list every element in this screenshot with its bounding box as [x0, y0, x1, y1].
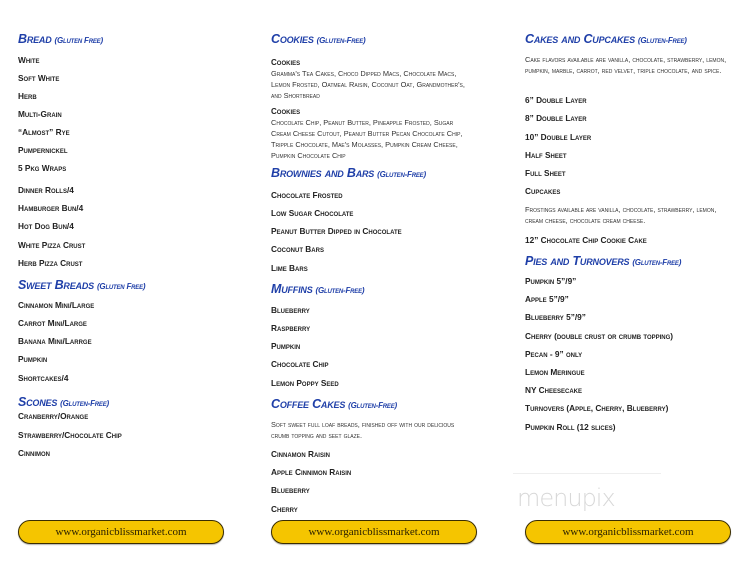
menu-item: Chocolate Chip [271, 359, 329, 369]
menu-item: Cherry [271, 504, 298, 514]
section-title: Brownies and Bars [271, 166, 375, 180]
gluten-free-tag: (Gluten-Free) [377, 170, 426, 179]
description: Frostings available are vanilla, chocolate, strawberry, lemon, cream cheese, chocolate cream cheese. [525, 205, 717, 225]
section-title: Cookies [271, 32, 314, 46]
menu-item: Cinnamon Mini/Large [18, 300, 95, 310]
menu-item: Herb [18, 91, 37, 101]
description: Soft sweet full loaf breads, finished off with our delicious crumb topping and seet glaze. [271, 420, 455, 440]
menu-item: Herb Pizza Crust [18, 258, 83, 268]
menupix-watermark: menupix [517, 484, 615, 512]
section-title: Muffins [271, 282, 313, 296]
description: Gramma's Tea Cakes, Choco Dipped Macs, Chocolate Macs, Lemon Frosted, Oatmeal Raisin, Coconut Oat, Grandmother's, and Shortbread [271, 69, 465, 100]
menu-item: Blueberry 5”/9” [525, 312, 586, 322]
section-heading [18, 395, 109, 409]
section-heading [525, 32, 687, 46]
website-link-left[interactable]: www.organicblissmarket.com [18, 520, 224, 544]
menu-item: Cinnamon Raisin [271, 449, 330, 459]
subheading: Cookies [271, 58, 301, 67]
menu-item: Hamburger Bun/4 [18, 203, 84, 213]
menu-item: Coconut Bars [271, 244, 324, 254]
gluten-free-tag: (Gluten-Free) [632, 258, 682, 267]
gluten-free-tag: (Gluten-Free) [60, 399, 109, 408]
menu-item: Pumpkin [271, 341, 301, 351]
subheading: Cookies [271, 107, 301, 116]
menu-item: Full Sheet [525, 168, 566, 178]
menu-item: Apple 5”/9” [525, 294, 569, 304]
menu-item: Pumpkin Roll (12 slices) [525, 422, 616, 432]
menu-item: Pecan - 9” only [525, 349, 583, 359]
menu-item: Lemon Meringue [525, 367, 585, 377]
menu-item: Multi-Grain [18, 109, 62, 119]
section-title: Sweet Breads [18, 278, 94, 292]
menu-item: 5 Pkg Wraps [18, 163, 67, 173]
menu-item: Soft White [18, 73, 60, 83]
menu-item: Dinner Rolls/4 [18, 185, 74, 195]
menu-item: Strawberry/Chocolate Chip [18, 430, 122, 440]
menu-item: Blueberry [271, 485, 310, 495]
section-heading [18, 278, 145, 292]
gluten-free-tag: (Gluten-Free) [316, 36, 366, 45]
gluten-free-tag: (Gluten Free) [96, 282, 146, 291]
section-heading [271, 282, 364, 296]
menu-item: Low Sugar Chocolate [271, 208, 354, 218]
section-heading [271, 397, 397, 411]
menu-item: Lemon Poppy Seed [271, 378, 339, 388]
section-heading [271, 32, 365, 46]
menu-item: 10” Double Layer [525, 132, 592, 142]
menu-item: White [18, 55, 40, 65]
website-link-right[interactable]: www.organicblissmarket.com [525, 520, 731, 544]
section-title: Coffee Cakes [271, 397, 346, 411]
menu-item: Chocolate Frosted [271, 190, 343, 200]
menu-item: NY Cheesecake [525, 385, 583, 395]
menu-item: Pumpkin 5”/9” [525, 276, 577, 286]
section-title: Cakes and Cupcakes [525, 32, 635, 46]
menu-item: 12” Chocolate Chip Cookie Cake [525, 235, 647, 245]
menu-item: Half Sheet [525, 150, 567, 160]
gluten-free-tag: (Gluten-Free) [348, 401, 397, 410]
menu-item: Turnovers (Apple, Cherry, Blueberry) [525, 403, 669, 413]
watermark-line [513, 473, 661, 474]
menu-item: Blueberry [271, 305, 310, 315]
description: Chocolate Chip, Peanut Butter, Pineapple Frosted, Sugar Cream Cheese Cutout, Peanut Butter Pecan Chocolate Chip, Tripple Chocolate, Mae's Molasses, Pumpkin Cream Cheese, Pumpkin Chocolate Chip [271, 118, 463, 160]
menu-item: Cinnimon [18, 448, 50, 458]
section-title: Pies and Turnovers [525, 254, 630, 268]
menu-item: Cupcakes [525, 186, 561, 196]
section-title: Scones [18, 395, 58, 409]
menu-item: Cranberry/Orange [18, 411, 89, 421]
menu-item: 6” Double Layer [525, 95, 587, 105]
menu-item: Pumpkin [18, 354, 48, 364]
menu-item: Shortcakes/4 [18, 373, 69, 383]
menu-item: Carrot Mini/Large [18, 318, 87, 328]
menu-item: Peanut Butter Dipped in Chocolate [271, 226, 402, 236]
menu-item: White Pizza Crust [18, 240, 86, 250]
menu-item: Cherry (double crust or crumb topping) [525, 331, 674, 341]
gluten-free-tag: (Gluten-Free) [637, 36, 687, 45]
section-title: Bread [18, 32, 52, 46]
menu-item: “Almost” Rye [18, 127, 70, 137]
menu-item: Raspberry [271, 323, 311, 333]
section-heading [18, 32, 103, 46]
website-link-center[interactable]: www.organicblissmarket.com [271, 520, 477, 544]
menu-item: Apple Cinnimon Raisin [271, 467, 352, 477]
menu-item: 8” Double Layer [525, 113, 587, 123]
section-heading [271, 166, 426, 180]
menu-item: Banana Mini/Larrge [18, 336, 92, 346]
menu-item: Hot Dog Bun/4 [18, 221, 74, 231]
section-heading [525, 254, 681, 268]
description: Cake flavors available are vanilla, chocolate, strawberry, lemon, pumpkin, marble, carrot, red velvet, triple chocolate, and spice. [525, 55, 727, 75]
gluten-free-tag: (Gluten Free) [54, 36, 103, 45]
menu-item: Pumpernickel [18, 145, 68, 155]
menu-item: Lime Bars [271, 263, 308, 273]
gluten-free-tag: (Gluten-Free) [315, 286, 365, 295]
